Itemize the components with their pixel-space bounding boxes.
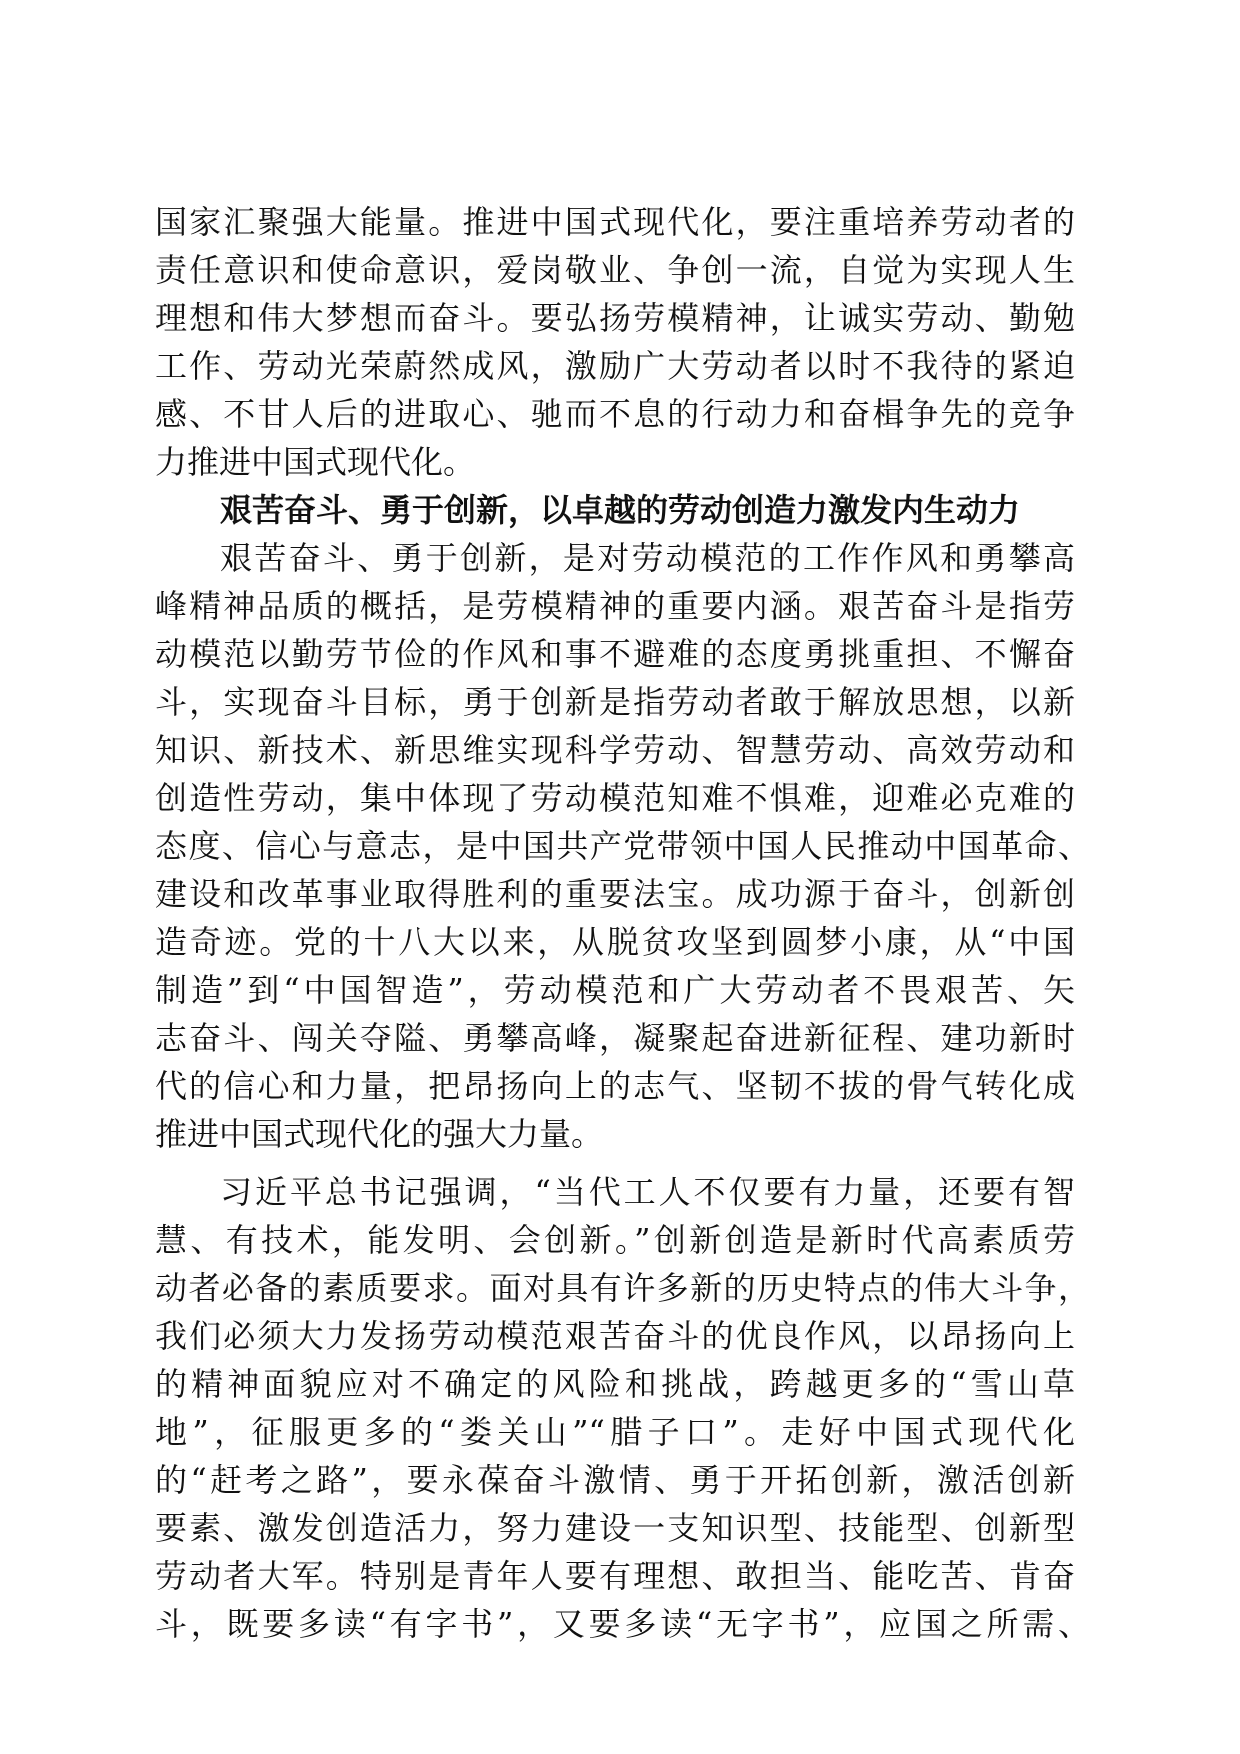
paragraph-1-line-1: 国家汇聚强大能量。推进中国式现代化，要注重培养劳动者的 [155,203,1075,241]
paragraph-2-line-11: 志奋斗、闯关夺隘、勇攀高峰，凝聚起奋进新征程、建功新时 [155,1019,1075,1057]
paragraph-2-line-6: 创造性劳动，集中体现了劳动模范知难不惧难，迎难必克难的 [155,779,1075,817]
paragraph-2-line-1: 艰苦奋斗、勇于创新，是对劳动模范的工作作风和勇攀高 [220,539,1075,577]
paragraph-2-line-4: 斗，实现奋斗目标，勇于创新是指劳动者敢于解放思想，以新 [155,683,1075,721]
paragraph-1-line-5: 感、不甘人后的进取心、驰而不息的行动力和奋楫争先的竞争 [155,395,1075,433]
paragraph-3-line-2: 慧、有技术，能发明、会创新。”创新创造是新时代高素质劳 [155,1221,1075,1259]
paragraph-3-line-5: 的精神面貌应对不确定的风险和挑战，跨越更多的“雪山草 [155,1365,1075,1403]
paragraph-2-line-13: 推进中国式现代化的强大力量。 [155,1115,604,1153]
paragraph-1-line-6: 力推进中国式现代化。 [155,443,476,481]
paragraph-3-line-9: 劳动者大军。特别是青年人要有理想、敢担当、能吃苦、肯奋 [155,1557,1075,1595]
paragraph-2-line-7: 态度、信心与意志，是中国共产党带领中国人民推动中国革命、 [155,827,1090,865]
paragraph-2-line-9: 造奇迹。党的十八大以来，从脱贫攻坚到圆梦小康，从“中国 [155,923,1075,961]
paragraph-3-line-10: 斗，既要多读“有字书”，又要多读“无字书”，应国之所需、 [155,1605,1090,1643]
paragraph-1-line-2: 责任意识和使命意识，爱岗敬业、争创一流，自觉为实现人生 [155,251,1075,289]
paragraph-3-line-3: 动者必备的素质要求。面对具有许多新的历史特点的伟大斗争， [155,1269,1090,1307]
paragraph-3-line-1: 习近平总书记强调，“当代工人不仅要有力量，还要有智 [220,1173,1075,1211]
paragraph-3-line-4: 我们必须大力发扬劳动模范艰苦奋斗的优良作风，以昂扬向上 [155,1317,1075,1355]
paragraph-1-line-3: 理想和伟大梦想而奋斗。要弘扬劳模精神，让诚实劳动、勤勉 [155,299,1075,337]
paragraph-2-line-12: 代的信心和力量，把昂扬向上的志气、坚韧不拔的骨气转化成 [155,1067,1075,1105]
paragraph-1-line-4: 工作、劳动光荣蔚然成风，激励广大劳动者以时不我待的紧迫 [155,347,1075,385]
paragraph-2-line-5: 知识、新技术、新思维实现科学劳动、智慧劳动、高效劳动和 [155,731,1075,769]
paragraph-2-line-3: 动模范以勤劳节俭的作风和事不避难的态度勇挑重担、不懈奋 [155,635,1075,673]
paragraph-3-line-7: 的“赶考之路”，要永葆奋斗激情、勇于开拓创新，激活创新 [155,1461,1075,1499]
paragraph-3-line-8: 要素、激发创造活力，努力建设一支知识型、技能型、创新型 [155,1509,1075,1547]
section-heading: 艰苦奋斗、勇于创新，以卓越的劳动创造力激发内生动力 [220,491,1021,529]
paragraph-2-line-10: 制造”到“中国智造”，劳动模范和广大劳动者不畏艰苦、矢 [155,971,1075,1009]
paragraph-3-line-6: 地”，征服更多的“娄关山”“腊子口”。走好中国式现代化 [155,1413,1075,1451]
paragraph-2-line-8: 建设和改革事业取得胜利的重要法宝。成功源于奋斗，创新创 [155,875,1075,913]
paragraph-2-line-2: 峰精神品质的概括，是劳模精神的重要内涵。艰苦奋斗是指劳 [155,587,1075,625]
